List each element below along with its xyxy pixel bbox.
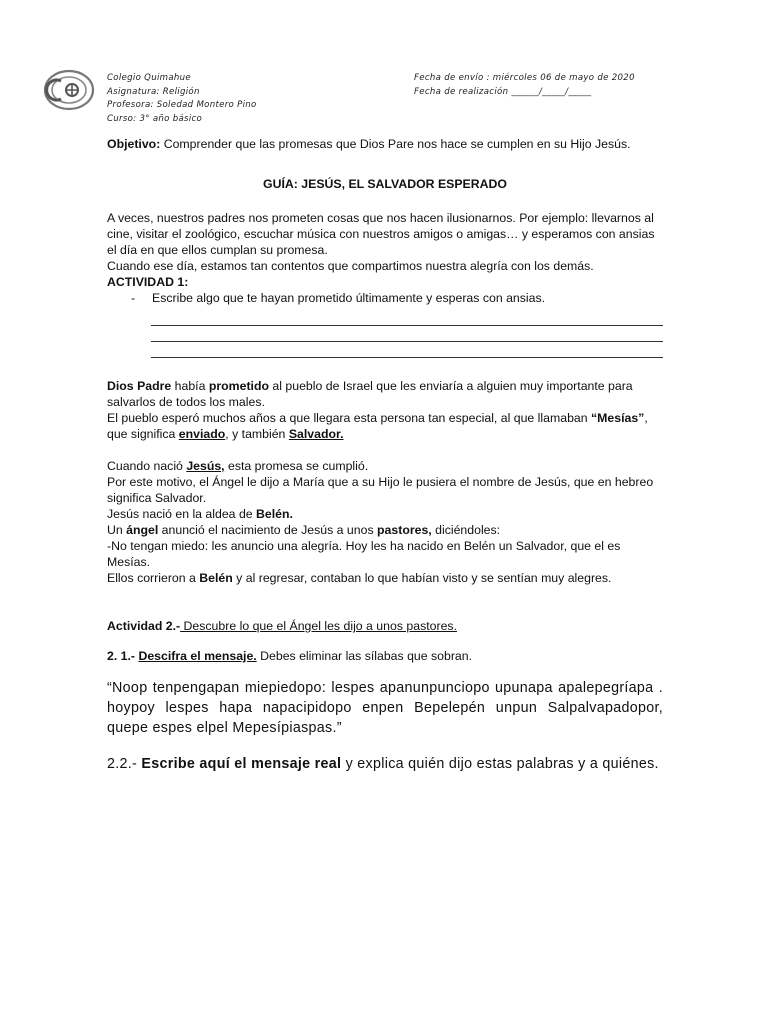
- course: Curso: 3° año básico: [107, 113, 203, 124]
- objective-label: Objetivo:: [107, 137, 161, 151]
- answer-line-2[interactable]: [151, 326, 663, 342]
- story-return: Ellos corrieron a Belén y al regresar, contaban lo que habían visto y se sentían muy alegres.: [107, 571, 612, 585]
- teacher: Profesora: Soledad Montero Pino: [107, 100, 257, 111]
- page-title: GUÍA: JESÚS, EL SALVADOR ESPERADO: [263, 177, 507, 191]
- intro-paragraph: A veces, nuestros padres nos prometen cosas que nos hacen ilusionarnos. Por ejemplo: llevarnos al cine, visitar el zoológico, escuchar música con nuestros amigos o amigas… y esperamos con ansias el día en que ellos cumplan su promesa.: [107, 211, 655, 257]
- intro-paragraph-2: Cuando ese día, estamos tan contentos que compartimos nuestra alegría con los demás.: [107, 259, 594, 273]
- story-announcement: -No tengan miedo: les anuncio una alegría. Hoy les ha nacido en Belén un Salvador, que el es Mesías.: [107, 539, 621, 569]
- completion-date: Fecha de realización ______/_____/_____: [414, 86, 592, 97]
- send-date: Fecha de envío : miércoles 06 de mayo de 2020: [414, 73, 635, 83]
- objective: [107, 136, 663, 152]
- answer-line-1[interactable]: [151, 310, 663, 326]
- story-bethlehem: Jesús nació en la aldea de Belén.: [107, 507, 293, 521]
- story-shepherds: Un ángel anunció el nacimiento de Jesús a unos pastores, diciéndoles:: [107, 523, 501, 537]
- header-info: [107, 72, 257, 126]
- activity1-text: Escribe algo que te hayan prometido últimamente y esperas con ansias.: [152, 291, 546, 305]
- answer-line-3[interactable]: [151, 342, 663, 358]
- story-messiah: El pueblo esperó muchos años a que llegara esta persona tan especial, al que llamaban “Mesías”, que significa enviado, y también Salvador.: [107, 411, 648, 441]
- subject: Asignatura: Religión: [107, 86, 200, 97]
- activity1-item: [107, 290, 663, 306]
- story-promise: Dios Padre había prometido al pueblo de Israel que les enviaría a alguien muy importante para salvarlos de todos los males.: [107, 379, 633, 409]
- coded-message: “Noop tenpengapan miepiedopo: lespes apanunpunciopo upunapa apalepegríapa . hoypoy lespes hapa napacipidopo enpen Bepelepén unpun Salpalvapadopor, quepe espes elpel Mepesípiaspas.”: [107, 680, 663, 736]
- story-angel-maria: Por este motivo, el Ángel le dijo a María que a su Hijo le pusiera el nombre de Jesús, que en hebreo significa Salvador.: [107, 475, 654, 505]
- activity2-heading: Actividad 2.- Descubre lo que el Ángel les dijo a unos pastores.: [107, 619, 457, 633]
- step-2-2: 2.2.- Escribe aquí el mensaje real y explica quién dijo estas palabras y a quiénes.: [107, 756, 659, 772]
- step-2-1: 2. 1.- Descifra el mensaje. Debes eliminar las sílabas que sobran.: [107, 649, 473, 663]
- bullet-dash: -: [131, 291, 136, 305]
- school-logo-icon: [42, 68, 96, 112]
- worksheet-body: [107, 136, 663, 774]
- story-birth: Cuando nació Jesús, esta promesa se cumplió.: [107, 459, 369, 473]
- activity1-label: ACTIVIDAD 1:: [107, 275, 189, 289]
- objective-text: Comprender que las promesas que Dios Pare nos hace se cumplen en su Hijo Jesús.: [160, 137, 631, 151]
- school-name: Colegio Quimahue: [107, 73, 191, 83]
- header-dates: [414, 72, 635, 99]
